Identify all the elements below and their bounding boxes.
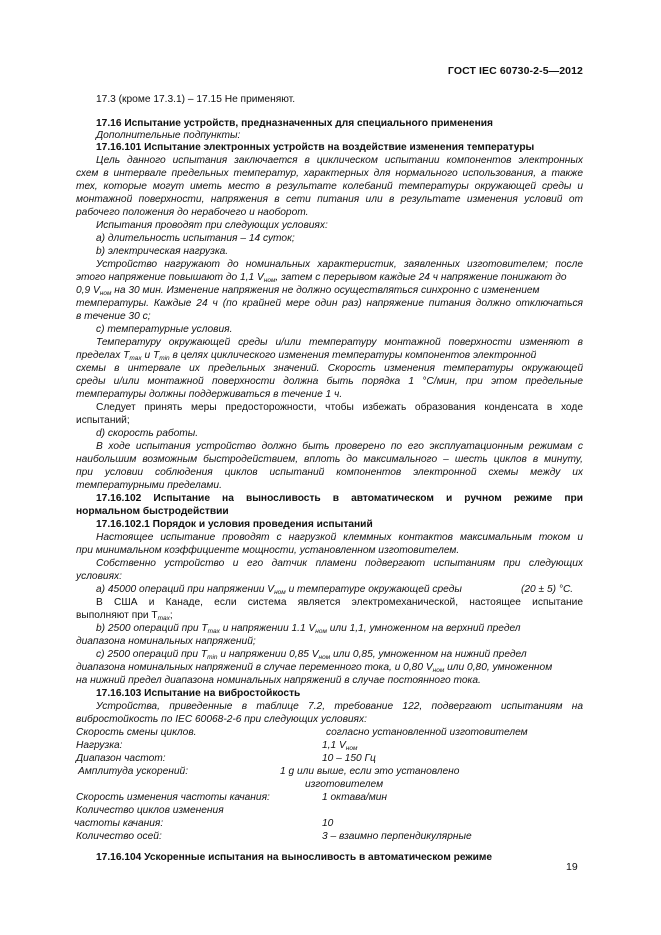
paragraph-line: В ходе испытания устройство должно быть проверено по его эксплуатационным режимам с xyxy=(96,441,583,452)
vib-label: Скорость смены циклов. xyxy=(76,727,197,738)
section-heading: 17.16 Испытание устройств, предназначенных для специального применения xyxy=(96,118,493,129)
paragraph-line: температурными пределами. xyxy=(76,480,222,491)
paragraph-line: выполняют при $T_{max}$; xyxy=(76,610,173,622)
paragraph-line: Дополнительные подпункты: xyxy=(96,130,241,141)
paragraph-line: диапазона номинальных напряжений; xyxy=(76,636,256,647)
paragraph-line: при условии соблюдения циклов испытаний компонентов электронной схемы между их xyxy=(76,467,583,478)
paragraph-line: Испытания проводят при следующих условиях: xyxy=(96,220,328,231)
paragraph-line: в течение 30 с; xyxy=(76,311,151,322)
list-item: a) 45000 операций при напряжении $V_{ном}$ и температуре окружающей среды (20 ± 5) °С. xyxy=(96,584,574,596)
paragraph-line: температуры должны поддерживаться в течение 1 ч. xyxy=(76,389,343,400)
section-heading: 17.16.101 Испытание электронных устройств на воздействие изменения температуры xyxy=(96,142,535,153)
paragraph-line: Цель данного испытания заключается в циклическом испытании компонентов электронных xyxy=(96,155,583,166)
paragraph-line: Собственно устройство и его датчик пламени подвергают испытаниям при следующих xyxy=(96,558,583,569)
paragraph-line: рабочего положения до нерабочего и наоборот. xyxy=(76,207,309,218)
paragraph-line: В США и Канаде, если система является электромеханической, настоящее испытание xyxy=(96,597,583,608)
list-item: c) 2500 операций при $T_{min}$ и напряжении 0,85 $V_{ном}$ или 0,85, умноженном на нижний предел xyxy=(96,649,527,661)
section-heading: 17.16.102.1 Порядок и условия проведения испытаний xyxy=(96,519,373,530)
vib-label: Диапазон частот: xyxy=(76,753,166,764)
vib-label: Амплитуда ускорений: xyxy=(78,766,189,777)
vib-value: 1 g или выше, если это установлено xyxy=(280,766,460,777)
paragraph-line: температуры. Каждые 24 ч (по крайней мере один раз) напряжение питания должно отключаться xyxy=(76,298,583,309)
paragraph-line: на нижний предел диапазона номинальных напряжений в случае постоянного тока. xyxy=(76,675,481,686)
paragraph-line: наибольшим возможным быстродействием, вплоть до максимального – шесть циклов в минуту, xyxy=(76,454,583,465)
list-item: a) длительность испытания – 14 суток; xyxy=(96,233,295,244)
vib-label: Количество осей: xyxy=(76,831,162,842)
vib-value: изготовителем xyxy=(305,779,384,790)
paragraph-line: схемы в интервале их предельных значений. Скорость изменения температуры окружающей xyxy=(76,363,583,374)
paragraph-line: Температуру окружающей среды и/или температуру монтажной поверхности изменяют в xyxy=(96,337,583,348)
paragraph-line: 17.3 (кроме 17.3.1) – 17.15 Не применяют. xyxy=(96,94,296,105)
vib-label: частоты качания: xyxy=(74,818,164,829)
paragraph-line: монтажной поверхности, напряжения в сети питания или в результате изменения условий от xyxy=(76,194,583,205)
paragraph-line: среды и/или монтажной поверхности должна быть порядка 1 °С/мин, при этом предельные xyxy=(76,376,583,387)
section-heading: 17.16.104 Ускоренные испытания на выносливость в автоматическом режиме xyxy=(96,852,493,863)
paragraph-line: тех, которые могут иметь место в результате колебаний температуры окружающей среды и xyxy=(76,181,583,192)
paragraph-line: Следует принять меры предосторожности, чтобы избежать образования конденсата в ходе xyxy=(96,402,583,413)
vib-label: Количество циклов изменения xyxy=(76,805,224,816)
list-item: b) 2500 операций при $T_{max}$ и напряжении 1.1 $V_{ном}$ или 1,1, умноженном на верхний предел xyxy=(96,623,521,635)
paragraph-line: этого напряжение повышают до 1,1 $V_{ном}$, затем с перерывом каждые 24 ч напряжение понижают до xyxy=(76,272,567,284)
section-heading: нормальном быстродействии xyxy=(76,506,229,517)
paragraph-line: Настоящее испытание проводят с нагрузкой клеммных контактов максимальным током и xyxy=(96,532,583,543)
vib-value: 10 – 150 Гц xyxy=(322,753,376,764)
paragraph-line: диапазона номинальных напряжений в случае переменного тока, и 0,80 $V_{ном}$ или 0,80, умноженном xyxy=(76,662,553,674)
vib-value: 3 – взаимно перпендикулярные xyxy=(322,831,472,842)
paragraph-line: Устройство нагружают до номинальных характеристик, заявленных изготовителем; после xyxy=(96,259,583,270)
standard-header: ГОСТ IEC 60730-2-5—2012 xyxy=(447,65,583,77)
vib-value: 1 октава/мин xyxy=(322,792,387,803)
paragraph-line: испытаний; xyxy=(76,415,130,426)
paragraph-line: при минимальном коэффициенте мощности, установленном изготовителем. xyxy=(76,545,460,556)
paragraph-line: пределах $T_{max}$ и $T_{min}$ в целях циклического изменения температуры компонентов электронной xyxy=(76,350,537,362)
paragraph-line: 0,9 $V_{ном}$ на 30 мин. Изменение напряжения не должно осуществляться синхронно с изменением xyxy=(76,285,540,297)
paragraph-line: вибростойкость по IEC 60068-2-6 при следующих условиях: xyxy=(76,714,367,725)
list-item: b) электрическая нагрузка. xyxy=(96,246,229,257)
paragraph-line: условиях: xyxy=(76,571,122,582)
page-number: 19 xyxy=(566,861,578,873)
section-heading: 17.16.103 Испытание на вибростойкость xyxy=(96,688,301,699)
list-item: c) температурные условия. xyxy=(96,324,233,335)
list-item: d) скорость работы. xyxy=(96,428,199,439)
section-heading: 17.16.102 Испытание на выносливость в автоматическом и ручном режиме при xyxy=(96,493,583,504)
vib-label: Скорость изменения частоты качания: xyxy=(76,792,270,803)
paragraph-line: схем в интервале предельных температур, характерных для нормального использования, а также xyxy=(76,168,583,179)
vib-value: 1,1 $V_{ном}$ xyxy=(322,740,358,752)
paragraph-line: Устройства, приведенные в таблице 7.2, требование 122, подвергают испытаниям на xyxy=(96,701,583,712)
vib-value: согласно установленной изготовителем xyxy=(326,727,528,738)
vib-label: Нагрузка: xyxy=(76,740,123,751)
vib-value: 10 xyxy=(322,818,334,829)
